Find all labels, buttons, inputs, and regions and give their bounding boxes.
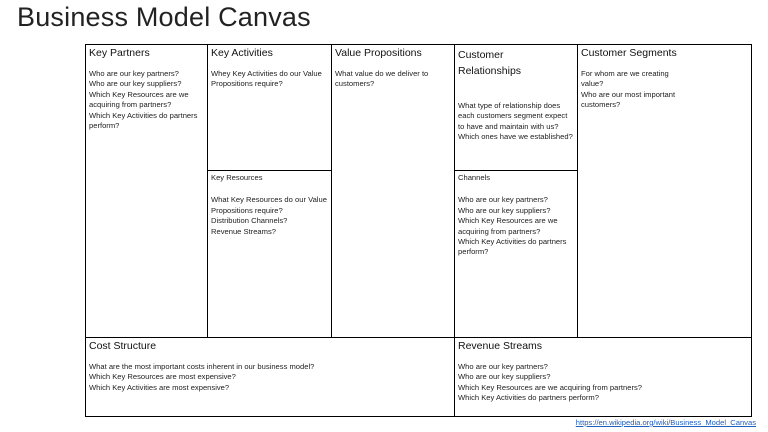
key-resources-questions [211,195,328,237]
question: Who are our key partners? [89,69,179,78]
question: Which Key Resources are we acquiring from partners? [89,89,189,110]
question: Which Key Activities do partners perform? [458,393,599,403]
question: Which Key Activities are most expensive? [89,382,230,392]
customer-relationships-block [454,45,577,171]
customer-segments-questions [581,69,691,111]
value-propositions-title: Value Propositions [335,47,422,59]
customer-segments-block [577,45,751,337]
question: For whom are we creating value? [581,69,669,89]
question: Who are our most important customers? [581,89,676,110]
question: What are the most important costs inherent in our business model? [89,362,315,371]
key-activities-title: Key Activities [211,47,273,59]
key-activities-block [207,45,331,171]
question: Who are our key suppliers? [89,79,182,89]
key-activities-questions [211,69,328,90]
revenue-streams-title: Revenue Streams [458,340,543,352]
question: What type of relationship does each customers segment expect to have and maintain with us? [458,101,568,131]
question: What value do we deliver to customers? [335,69,429,89]
question: Which Key Activities do partners perform? [89,110,198,131]
revenue-streams-block [454,337,751,416]
question: Distribution Channels? [211,216,288,226]
key-resources-block [207,171,331,337]
question: Revenue Streams? [211,226,277,236]
question: Which Key Resources are we acquiring from partners? [458,216,558,236]
customer-relationships-questions [458,101,574,143]
question: Who are our key partners? [458,362,548,371]
key-partners-questions [89,69,204,131]
question: Who are our key partners? [458,195,548,205]
source-link[interactable]: https://en.wikipedia.org/wiki/Business_Model_Canvas [575,418,756,427]
customer-relationships-title: Customer Relationships [458,49,522,77]
question: Who are our key suppliers? [458,372,551,382]
cost-structure-block [86,337,454,416]
channels-title: Channels [458,173,491,182]
question: What Key Resources do our Value Propositions require? [211,195,327,215]
question: Who are our key suppliers? [458,205,551,215]
page-title: Business Model Canvas [17,2,311,32]
question: Which ones have we established? [458,132,573,142]
question: Which Key Resources are most expensive? [89,372,236,382]
business-model-canvas [85,44,752,417]
value-propositions-block [331,45,454,337]
question: Whey Key Activities do our Value Propositions require? [211,69,322,89]
cost-structure-title: Cost Structure [89,340,157,352]
channels-block [454,171,577,337]
question: Which Key Resources are we acquiring from partners? [458,382,643,392]
revenue-streams-questions [458,362,748,404]
value-propositions-questions [335,69,451,90]
cost-structure-questions [89,362,451,393]
channels-questions [458,195,574,257]
key-partners-block [86,45,207,337]
key-resources-title: Key Resources [211,173,263,182]
question: Which Key Activities do partners perform? [458,237,567,257]
customer-segments-title: Customer Segments [581,47,677,59]
key-partners-title: Key Partners [89,47,150,59]
